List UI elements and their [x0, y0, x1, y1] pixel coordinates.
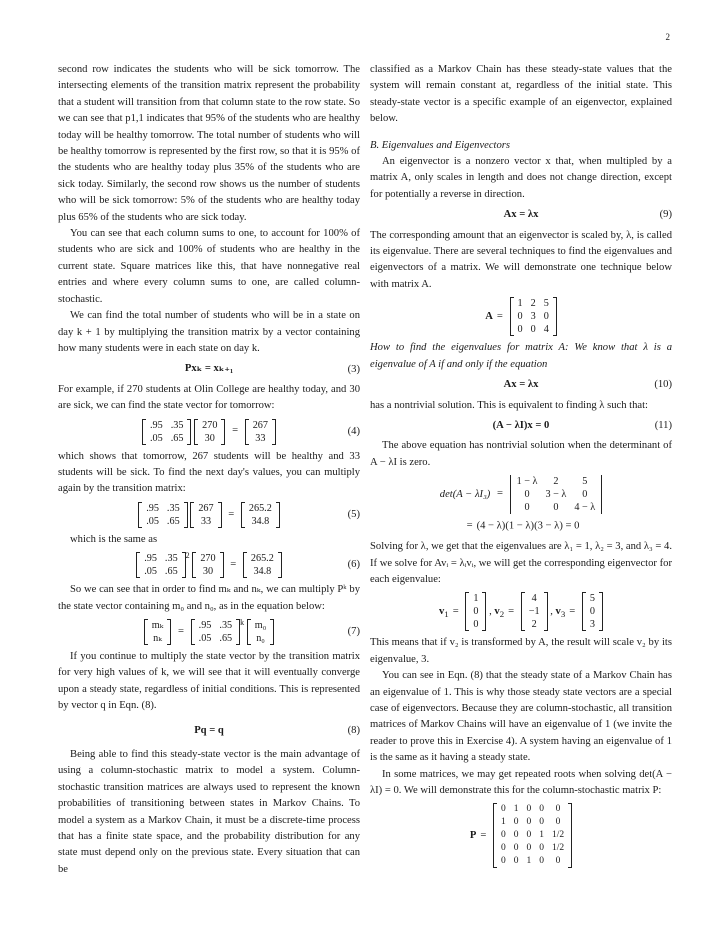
determinant-result: = (4 − λ)(1 − λ)(3 − λ) = 0 [466, 520, 580, 532]
matrix-p: .95 .35 .05 .65 [142, 419, 191, 445]
matrix-p-2: .95 .35 .05 .65 [138, 502, 187, 528]
vector-v1: 1 0 0 [465, 592, 486, 631]
right-paragraph-1: classified as a Markov Chain has these steady-state values that the system will remain constant at, regardless of the initial state. This steady-state vector is a specific example of an eigenvector, explained below. [370, 64, 672, 125]
left-paragraph-3: We can find the total number of students who will be in a state on day k + 1 by multiplying the transition matrix by a vector containing how many students were in each state on day k. [58, 310, 360, 354]
vector-m0: m₀ n₀ [247, 619, 274, 645]
right-paragraph-9: You can see in Eqn. (8) that the steady state of a Markov Chain has an eigenvalue of 1. This is why those steady state vectors are a special case of eigenvectors. Because they are column-stochastic, all transition matrices of Markov Chains will have an eigenvalue of 1 (we invite the reader to prove this in Exercise 4). A system having an eigenvalue of 1 is the same as it having a steady state. [370, 670, 672, 764]
vector-mk: mₖ nₖ [144, 619, 172, 645]
matrix-a: 1 2 5 0 3 0 0 0 4 [510, 297, 557, 336]
matrix-p5: 0 1 0 0 0 1 0 0 0 0 0 0 0 1 1/2 0 0 0 0 1/2 0 0 1 0 0 [493, 803, 572, 868]
equation-6: .95 .35 .05 .65 $^2$ 270 30 = 265.2 34.8 (6) [58, 552, 360, 578]
equation-8-number: (8) [347, 724, 360, 736]
left-paragraph-7: So we can see that in order to find mₖ and nₖ, we can multiply Pᵏ by the state vector containing m₀ and n₀, as in the equation below: [58, 584, 360, 612]
equation-4-number: (4) [347, 425, 360, 437]
equation-11-body: (A − λI)x = 0 [492, 419, 550, 431]
equation-5: .95 .35 .05 .65 267 33 = 265.2 34.8 (5) [58, 502, 360, 528]
right-paragraph-2: An eigenvector is a nonzero vector x that, when multipled by a matrix A, only scales in length and does not change direction, except for potentially a reverse in direction. [370, 156, 672, 200]
left-paragraph-9: Being able to find this steady-state vector is the main advantage of using a column-stochastic matrix to model a system. Column-stochastic transition matrices are always used to represent the known probabilities of transitioning between states in Markov Chains. To model a system as a Markov Chain, it must be a discrete-time process that has a finite state space, and the probability distribution for any state must depend only on the previous state. Every situation that can be [58, 749, 360, 875]
determinant-equation: det(A − λI₃) = 1 − λ 2 5 0 3 − λ 0 0 0 4 − λ [370, 475, 672, 514]
equation-3 [58, 361, 360, 377]
equation-6-number: (6) [347, 558, 360, 570]
determinant-lhs: det(A − λI₃) [439, 489, 491, 501]
vector-x0: 270 30 [194, 419, 225, 445]
right-paragraph-10: In some matrices, we may get repeated roots when solving det(A − λI) = 0. We will demonstrate this for the column-stochastic matrix P: [370, 768, 672, 797]
vector-v2: 4 −1 2 [521, 592, 548, 631]
matrix-a-equation: A = 1 2 5 0 3 0 0 0 4 [370, 297, 672, 336]
equation-7: mₖ nₖ = .95 .35 .05 .65 $^k$ m₀ n₀ (7) [58, 619, 360, 645]
equation-4: .95 .35 .05 .65 270 30 = 267 33 (4) [58, 419, 360, 445]
left-paragraph-5: which shows that tomorrow, 267 students will be healthy and 33 students will be sick. To find the next day's values, you can multiply again by the transition matrix: [58, 450, 360, 495]
equation-3-body: Pxₖ = xₖ₊₁ [184, 363, 234, 375]
matrix-p-4: .95 .35 .05 .65 [191, 619, 240, 645]
right-paragraph-5: has a nontrivial solution. This is equivalent to finding λ such that: [370, 399, 648, 411]
right-paragraph-8: This means that if v₂ is transformed by A, the result will scale v₂ by its eigenvalue, 3. [370, 637, 672, 665]
equation-3-number: (3) [347, 363, 360, 375]
left-paragraph-1: second row indicates the students who will be sick tomorrow. The intersecting elements of the transition matrix represent the probability that a student will transition from that column state to the row state. So we can see that p1,1 indicates that 95% of the students who are healthy today will be healthy tomorrow. The total number of students who will be healthy tomorrow is represented by the first row, so that it is 95% of the students who are healthy today plus 35% of the students who are sick today. Similarly, the second row shows us the number of students who will be sick tomorrow: 5% of the students who are healthy today plus 65% of the students who are sick today. [58, 64, 360, 223]
right-paragraph-7: Solving for λ, we get that the eigenvalues are λ₁ = 1, λ₂ = 3, and λ₃ = 4. If we solve for Avᵢ = λᵢvᵢ, we will get the corresponding eigenvector for each eigenvalue: [370, 541, 672, 585]
equation-11-number: (11) [654, 419, 672, 431]
equation-10 [370, 377, 672, 393]
left-paragraph-8: If you continue to multiply the state vector by the transition matrix for very high values of k, we will see that it will eventually converge upon a steady state, regardless of initial conditions. This is represented by vector q in Eqn. (8). [58, 650, 360, 712]
equation-7-number: (7) [347, 625, 360, 637]
determinant-matrix: 1 − λ 2 5 0 3 − λ 0 0 0 4 − λ [510, 475, 603, 514]
right-column [370, 62, 672, 872]
equation-10-number: (10) [654, 379, 672, 391]
left-paragraph-2: You can see that each column sums to one, to account for 100% of students who are sick and 100% of students who are healthy in the current state. Square matrices like this, that have nonnegative real entries and where every column sums to one, are called column-stochastic. [58, 228, 360, 305]
vector-x0-2: 270 30 [192, 552, 223, 578]
equation-8 [58, 723, 360, 739]
vector-x2: 265.2 34.8 [241, 502, 280, 528]
matrix-p-3: .95 .35 .05 .65 [136, 552, 185, 578]
right-paragraph-3: The corresponding amount that an eigenvector is scaled by, λ, is called its eigenvalue. There are several techniques to find the eigenvalues and eigenvectors of a matrix. We will demonstrate one technique below with matrix A. [370, 229, 672, 290]
left-column [58, 62, 360, 878]
right-paragraph-4: How to find the eigenvalues for matrix A: We know that λ is a eigenvalue of A if and only if the equation [370, 342, 672, 370]
matrix-p5-equation: P = 0 1 0 0 0 1 0 0 0 0 0 0 0 1 1/2 0 0 0 0 1/2 0 0 1 0 0 [370, 803, 672, 868]
vector-v3: 5 0 3 [582, 592, 603, 631]
right-paragraph-6: The above equation has nontrivial solution when the determinant of A − λI is zero. [370, 440, 672, 468]
equation-8-body: Pq = q [194, 724, 224, 736]
equation-9 [370, 207, 672, 223]
equation-10-body: Ax = λx [503, 379, 539, 391]
equation-11 [370, 418, 672, 434]
vector-x1: 267 33 [245, 419, 276, 445]
equation-9-body: Ax = λx [503, 209, 539, 221]
equation-5-number: (5) [347, 508, 360, 520]
section-heading: B. Eigenvalues and Eigenvectors [370, 139, 511, 151]
vector-x2-2: 265.2 34.8 [243, 552, 282, 578]
page-number: 2 [665, 32, 670, 42]
eigenvectors-equation: $v_1$ = 1 0 0 , $v_2$ = 4 −1 2 , $v_3$ = 5 0 3 [370, 592, 672, 631]
left-paragraph-6: which is the same as [70, 533, 158, 545]
vector-x1-2: 267 33 [190, 502, 221, 528]
equation-9-number: (9) [659, 209, 672, 221]
left-paragraph-4: For example, if 270 students at Olin College are healthy today, and 30 are sick, we can find the state vector for tomorrow: [58, 383, 360, 412]
